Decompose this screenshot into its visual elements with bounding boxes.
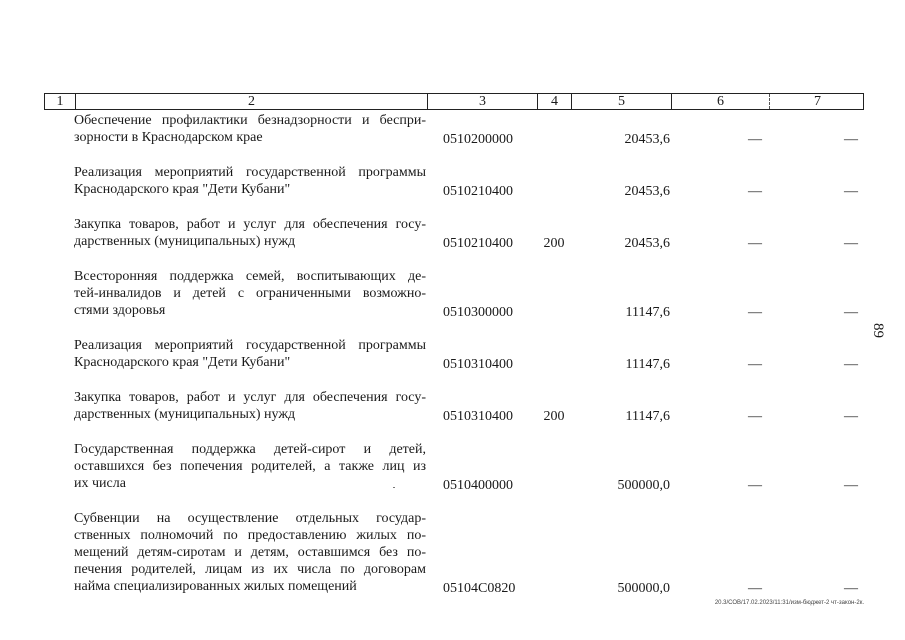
row-amount: 11147,6 xyxy=(625,357,670,372)
description-line: Реализация мероприятий государственной программы xyxy=(74,165,426,180)
table-header xyxy=(44,93,864,110)
scan-speck xyxy=(393,487,395,488)
row-amount: 11147,6 xyxy=(625,409,670,424)
description-line: Краснодарского края "Дети Кубани" xyxy=(74,355,291,370)
row-code: 0510210400 xyxy=(443,236,513,251)
row-amount: 500000,0 xyxy=(617,478,670,493)
footer-document-stamp: 20.3/СОВ/17.02.2023/11:31/изм-бюджет-2 чт-закон-2к. xyxy=(714,600,864,606)
description-line: печения родителей, лицам из их числа по договорам xyxy=(74,562,426,577)
row-col-7: — xyxy=(844,305,858,320)
header-col-3: 3 xyxy=(427,94,537,109)
row-code: 0510400000 xyxy=(443,478,513,493)
row-expense-type: 200 xyxy=(543,409,565,424)
row-col-7: — xyxy=(844,581,858,596)
row-description xyxy=(74,164,426,198)
row-amount: 20453,6 xyxy=(624,184,670,199)
row-col-7: — xyxy=(844,236,858,251)
row-code: 0510300000 xyxy=(443,305,513,320)
page-number: 89 xyxy=(870,323,886,338)
description-line: мещений детям-сиротам и детям, оставшимся без по- xyxy=(74,545,426,560)
row-code: 0510200000 xyxy=(443,132,513,147)
description-line: тей-инвалидов и детей с ограниченными возможно- xyxy=(74,286,426,301)
row-expense-type: 200 xyxy=(543,236,565,251)
header-col-7: 7 xyxy=(769,94,865,109)
row-code: 0510310400 xyxy=(443,357,513,372)
row-col-6: — xyxy=(748,409,762,424)
row-col-6: — xyxy=(748,478,762,493)
description-line: Всесторонняя поддержка семей, воспитывающих де- xyxy=(74,269,426,284)
description-line: Краснодарского края "Дети Кубани" xyxy=(74,182,291,197)
row-amount: 20453,6 xyxy=(624,236,670,251)
row-code: 05104С0820 xyxy=(443,581,516,596)
row-col-6: — xyxy=(748,184,762,199)
row-description xyxy=(74,268,426,319)
description-line: Закупка товаров, работ и услуг для обеспечения госу- xyxy=(74,217,426,232)
header-col-2: 2 xyxy=(75,94,427,109)
row-amount: 500000,0 xyxy=(617,581,670,596)
row-description xyxy=(74,216,426,250)
description-line: ственных полномочий по предоставлению жилых по- xyxy=(74,528,426,543)
row-col-6: — xyxy=(748,132,762,147)
header-col-4: 4 xyxy=(537,94,571,109)
description-line: их числа xyxy=(74,476,126,491)
row-description xyxy=(74,389,426,423)
description-line: дарственных (муниципальных) нужд xyxy=(74,234,296,249)
row-code: 0510310400 xyxy=(443,409,513,424)
row-amount: 20453,6 xyxy=(624,132,670,147)
row-col-6: — xyxy=(748,305,762,320)
row-amount: 11147,6 xyxy=(625,305,670,320)
row-col-6: — xyxy=(748,581,762,596)
description-line: Государственная поддержка детей-сирот и детей, xyxy=(74,442,426,457)
row-col-7: — xyxy=(844,184,858,199)
row-description xyxy=(74,441,426,492)
description-line: зорности в Краснодарском крае xyxy=(74,130,263,145)
row-col-6: — xyxy=(748,357,762,372)
row-col-7: — xyxy=(844,357,858,372)
header-col-5: 5 xyxy=(571,94,671,109)
description-line: Обеспечение профилактики безнадзорности и беспри- xyxy=(74,113,426,128)
description-line: Реализация мероприятий государственной программы xyxy=(74,338,426,353)
description-line: стями здоровья xyxy=(74,303,166,318)
description-line: дарственных (муниципальных) нужд xyxy=(74,407,296,422)
row-col-7: — xyxy=(844,132,858,147)
description-line: оставшихся без попечения родителей, а также лиц из xyxy=(74,459,426,474)
row-code: 0510210400 xyxy=(443,184,513,199)
header-col-6: 6 xyxy=(671,94,769,109)
row-col-7: — xyxy=(844,478,858,493)
row-description xyxy=(74,510,426,595)
description-line: Закупка товаров, работ и услуг для обеспечения госу- xyxy=(74,390,426,405)
row-col-7: — xyxy=(844,409,858,424)
row-description xyxy=(74,112,426,146)
row-col-6: — xyxy=(748,236,762,251)
description-line: найма специализированных жилых помещений xyxy=(74,579,357,594)
row-description xyxy=(74,337,426,371)
description-line: Субвенции на осуществление отдельных государ- xyxy=(74,511,426,526)
header-col-1: 1 xyxy=(56,94,64,109)
